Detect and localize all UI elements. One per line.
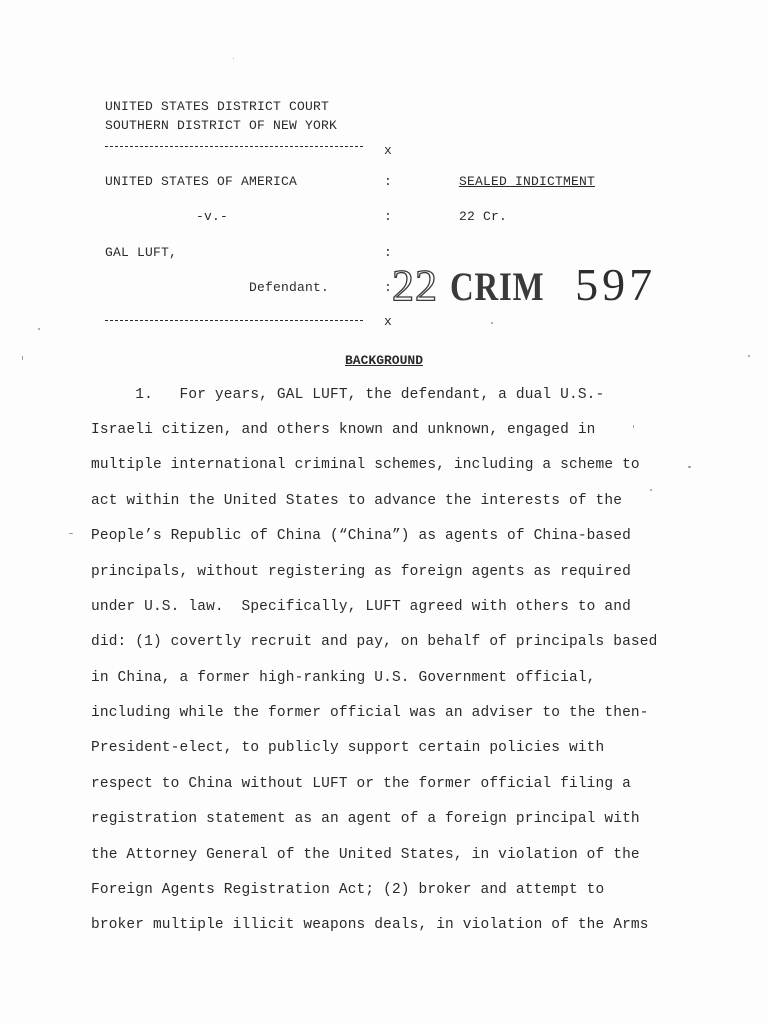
document-type: SEALED INDICTMENT bbox=[459, 174, 596, 189]
case-number-prefix: 22 Cr. bbox=[459, 209, 508, 224]
stamp-year: 22 bbox=[392, 261, 438, 310]
scan-speck bbox=[22, 356, 23, 360]
caption-colon: : bbox=[384, 209, 392, 224]
caption-colon: : bbox=[384, 245, 392, 260]
section-heading: BACKGROUND bbox=[344, 353, 423, 368]
body-line: People’s Republic of China (“China”) as agents of China-based bbox=[91, 528, 631, 544]
body-line: principals, without registering as foreign agents as required bbox=[91, 564, 631, 580]
body-line: multiple international criminal schemes, including a scheme to bbox=[91, 457, 640, 473]
body-line: 1. For years, GAL LUFT, the defendant, a dual U.S.- bbox=[91, 387, 605, 403]
caption-colon: : bbox=[384, 174, 392, 189]
stamp-crim: CRIM bbox=[450, 264, 545, 309]
body-line: including while the former official was an adviser to the then- bbox=[91, 705, 649, 721]
scan-speck bbox=[748, 355, 750, 357]
scan-speck bbox=[650, 489, 652, 491]
scan-speck bbox=[491, 322, 493, 324]
body-line: President-elect, to publicly support certain policies with bbox=[91, 740, 605, 756]
defendant-label: Defendant. bbox=[249, 280, 330, 295]
body-line: Foreign Agents Registration Act; (2) broker and attempt to bbox=[91, 882, 605, 898]
plaintiff-name: UNITED STATES OF AMERICA bbox=[105, 174, 298, 189]
scan-speck bbox=[69, 533, 73, 534]
body-line: broker multiple illicit weapons deals, in violation of the Arms bbox=[91, 917, 649, 933]
scan-speck bbox=[38, 328, 40, 330]
body-line: under U.S. law. Specifically, LUFT agreed with others to and bbox=[91, 599, 631, 615]
scan-speck bbox=[633, 425, 634, 428]
body-line: the Attorney General of the United States, in violation of the bbox=[91, 847, 640, 863]
court-name-line2: SOUTHERN DISTRICT OF NEW YORK bbox=[105, 118, 338, 133]
caption-bottom-divider bbox=[105, 320, 363, 321]
body-line: respect to China without LUFT or the former official filing a bbox=[91, 776, 631, 792]
body-line: in China, a former high-ranking U.S. Government official, bbox=[91, 670, 596, 686]
caption-top-divider bbox=[105, 146, 363, 147]
stamp-number: 597 bbox=[575, 259, 657, 310]
caption-top-x: x bbox=[384, 143, 392, 158]
caption-colon: : bbox=[384, 280, 392, 295]
body-line: act within the United States to advance the interests of the bbox=[91, 493, 623, 509]
case-number-stamp bbox=[392, 258, 656, 311]
body-line: Israeli citizen, and others known and unknown, engaged in bbox=[91, 422, 596, 438]
body-line: registration statement as an agent of a foreign principal with bbox=[91, 811, 640, 827]
versus-label: -v.- bbox=[196, 209, 229, 224]
body-line: did: (1) covertly recruit and pay, on behalf of principals based bbox=[91, 634, 658, 650]
court-name-line1: UNITED STATES DISTRICT COURT bbox=[105, 99, 330, 114]
scan-speck bbox=[233, 58, 234, 59]
caption-bottom-x: x bbox=[384, 314, 392, 329]
defendant-name: GAL LUFT, bbox=[105, 245, 178, 260]
scan-speck bbox=[688, 466, 691, 468]
